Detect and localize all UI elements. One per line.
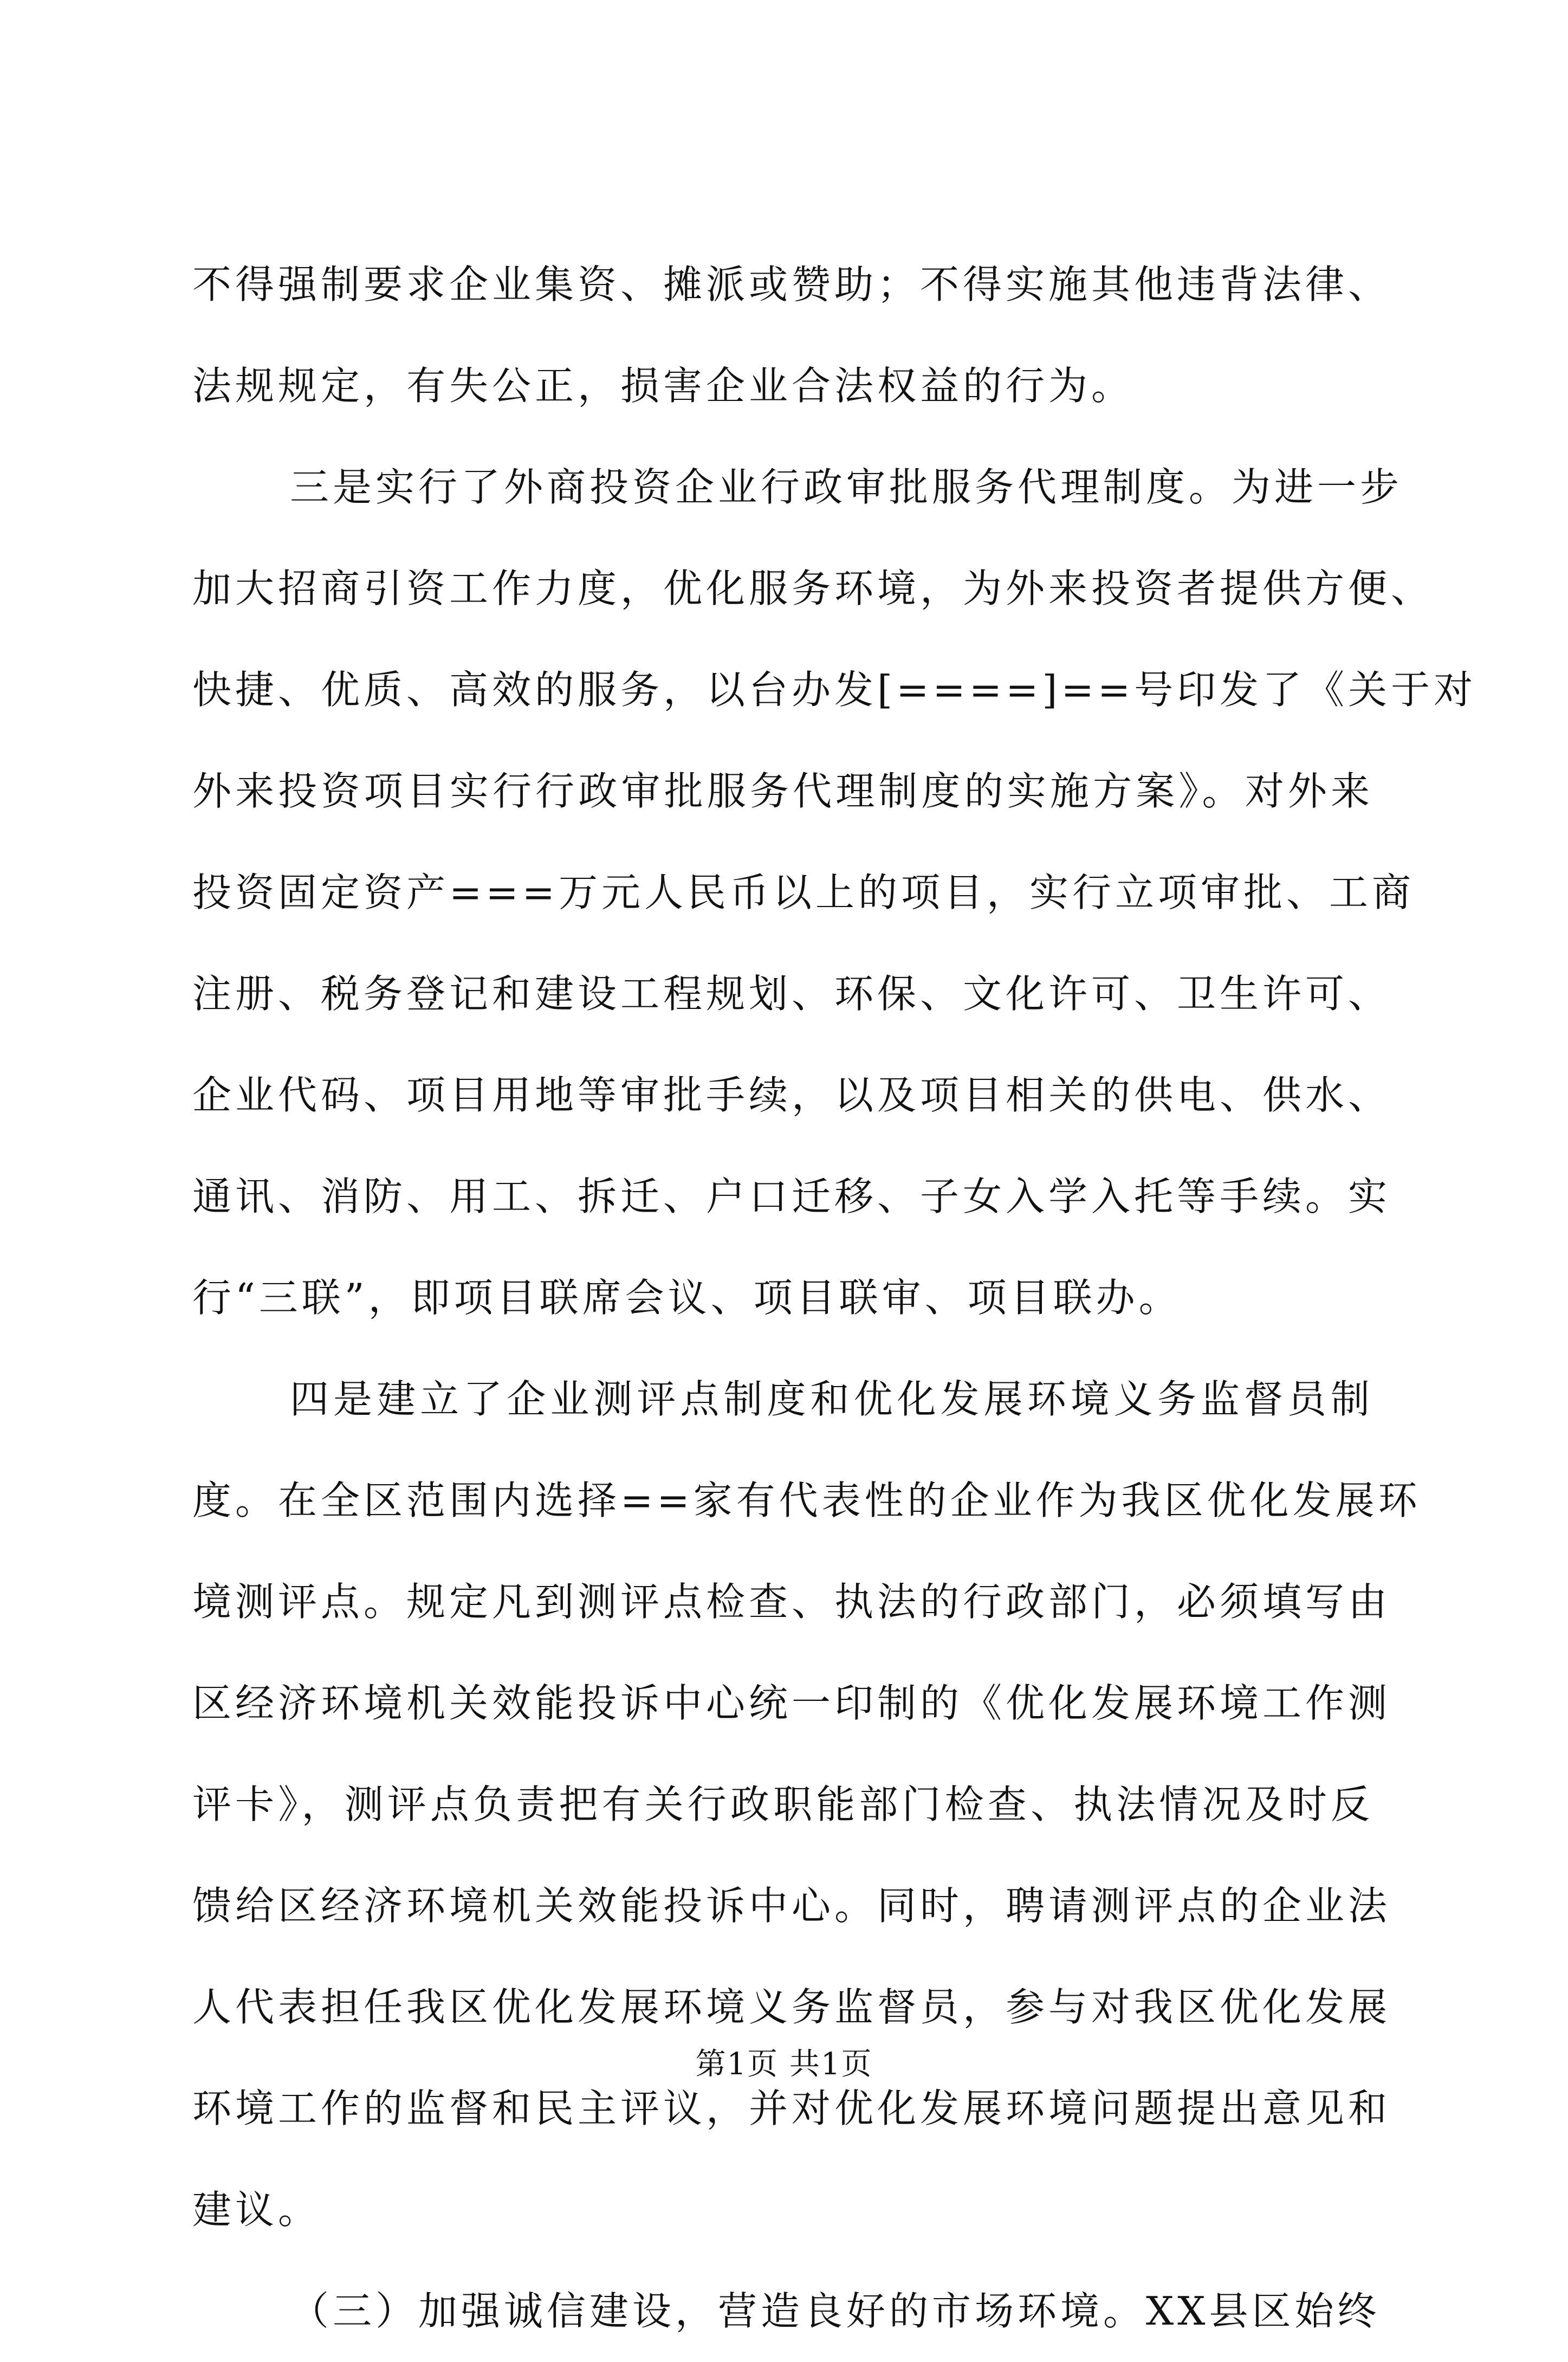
text-line: 度。在全区范围内选择==家有代表性的企业作为我区优化发展环 [192, 1478, 1421, 1523]
text-line: 投资固定资产===万元人民币以上的项目，实行立项审批、工商 [192, 870, 1415, 915]
text-line: 行“三联”，即项目联席会议、项目联审、项目联办。 [192, 1275, 1182, 1321]
text-line: 加大招商引资工作力度，优化服务环境，为外来投资者提供方便、 [192, 566, 1434, 611]
text-line: 通讯、消防、用工、拆迁、户口迁移、子女入学入托等手续。实 [192, 1174, 1391, 1219]
paragraph-start-line: 三是实行了外商投资企业行政审批服务代理制度。为进一步 [290, 464, 1403, 510]
paragraph-start-line: 四是建立了企业测评点制度和优化发展环境义务监督员制 [290, 1376, 1373, 1422]
text-line: 不得强制要求企业集资、摊派或赞助；不得实施其他违背法律、 [192, 262, 1391, 307]
text-line: 人代表担任我区优化发展环境义务监督员，参与对我区优化发展 [192, 1984, 1391, 2030]
text-line: 企业代码、项目用地等审批手续，以及项目相关的供电、供水、 [192, 1072, 1391, 1118]
text-line: 馈给区经济环境机关效能投诉中心。同时，聘请测评点的企业法 [192, 1883, 1391, 1929]
text-line: 区经济环境机关效能投诉中心统一印制的《优化发展环境工作测 [192, 1680, 1391, 1726]
section-heading-line: （三）加强诚信建设，营造良好的市场环境。XX县区始终 [290, 2288, 1381, 2334]
text-line: 注册、税务登记和建设工程规划、环保、文化许可、卫生许可、 [192, 971, 1391, 1017]
text-line: 环境工作的监督和民主评议，并对优化发展环境问题提出意见和 [192, 2086, 1391, 2131]
text-line: 快捷、优质、高效的服务，以台办发[====]==号印发了《关于对 [192, 667, 1477, 713]
text-line: 建议。 [192, 2187, 321, 2232]
text-line: 法规规定，有失公正，损害企业合法权益的行为。 [192, 363, 1135, 409]
text-line: 外来投资项目实行行政审批服务代理制度的实施方案》。对外来 [192, 768, 1373, 814]
text-line: 境测评点。规定凡到测评点检查、执法的行政部门，必须填写由 [192, 1579, 1391, 1625]
page-footer: 第1页 共1页 [695, 2047, 873, 2082]
text-line: 评卡》，测评点负责把有关行政职能部门检查、执法情况及时反 [192, 1782, 1373, 1827]
